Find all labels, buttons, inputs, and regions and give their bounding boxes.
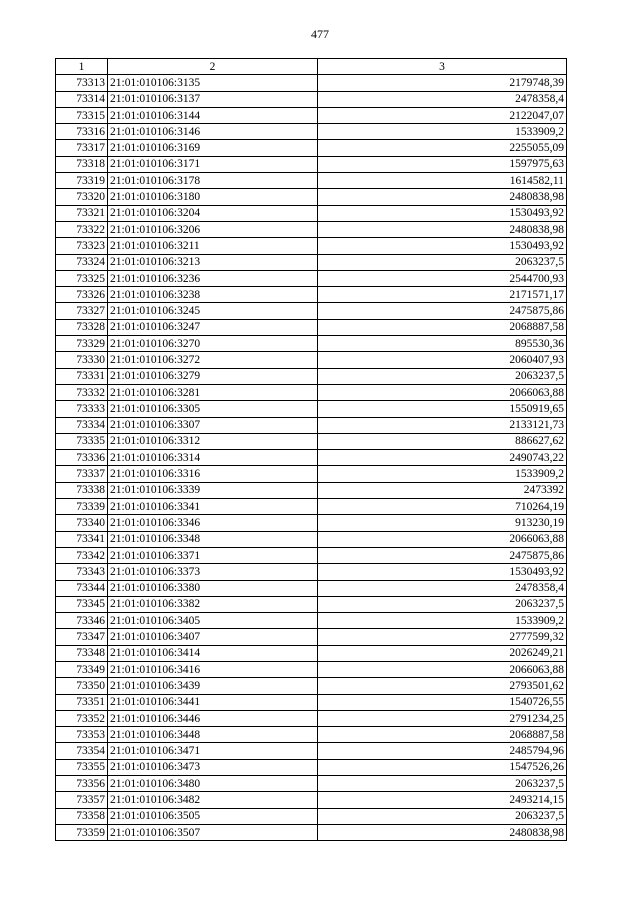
table-row [56,433,567,449]
cadastral-value-cell: 1533909,2 [318,124,567,140]
cadastral-value-cell: 1530493,92 [318,238,567,254]
row-number-cell: 73352 [56,710,108,726]
row-number-cell: 73359 [56,824,108,840]
cadastral-number-cell: 21:01:010106:3144 [108,107,318,123]
table-row [56,140,567,156]
table-row [56,287,567,303]
cadastral-value-cell: 2473392 [318,482,567,498]
table-row [56,75,567,91]
cadastral-number-cell: 21:01:010106:3137 [108,91,318,107]
cadastral-number-cell: 21:01:010106:3416 [108,661,318,677]
cadastral-number-cell: 21:01:010106:3211 [108,238,318,254]
cadastral-value-cell: 2478358,4 [318,91,567,107]
cadastral-number-cell: 21:01:010106:3405 [108,613,318,629]
row-number-cell: 73330 [56,352,108,368]
row-number-cell: 73345 [56,596,108,612]
table-row [56,189,567,205]
row-number-cell: 73337 [56,466,108,482]
cadastral-value-cell: 1533909,2 [318,466,567,482]
table-row [56,678,567,694]
table-row [56,336,567,352]
row-number-cell: 73355 [56,759,108,775]
table-row [56,499,567,515]
row-number-cell: 73325 [56,270,108,286]
table-row [56,173,567,189]
cadastral-number-cell: 21:01:010106:3213 [108,254,318,270]
table-row [56,205,567,221]
row-number-cell: 73358 [56,808,108,824]
table-row [56,743,567,759]
table-row [56,384,567,400]
cadastral-value-cell: 2066063,88 [318,531,567,547]
row-number-cell: 73353 [56,727,108,743]
cadastral-number-cell: 21:01:010106:3341 [108,499,318,515]
cadastral-number-cell: 21:01:010106:3180 [108,189,318,205]
cadastral-number-cell: 21:01:010106:3245 [108,303,318,319]
row-number-cell: 73316 [56,124,108,140]
row-number-cell: 73335 [56,433,108,449]
row-number-cell: 73331 [56,368,108,384]
table-row [56,727,567,743]
row-number-cell: 73342 [56,547,108,563]
row-number-cell: 73321 [56,205,108,221]
cadastral-value-cell: 2485794,96 [318,743,567,759]
cadastral-number-cell: 21:01:010106:3348 [108,531,318,547]
cadastral-value-cell: 2133121,73 [318,417,567,433]
cadastral-number-cell: 21:01:010106:3346 [108,515,318,531]
cadastral-value-cell: 2544700,93 [318,270,567,286]
cadastral-number-cell: 21:01:010106:3272 [108,352,318,368]
cadastral-value-cell: 913230,19 [318,515,567,531]
cadastral-number-cell: 21:01:010106:3380 [108,580,318,596]
cadastral-number-cell: 21:01:010106:3473 [108,759,318,775]
cadastral-number-cell: 21:01:010106:3482 [108,792,318,808]
cadastral-number-cell: 21:01:010106:3204 [108,205,318,221]
table-row [56,124,567,140]
row-number-cell: 73326 [56,287,108,303]
table-row [56,91,567,107]
column-header-2: 2 [108,59,318,75]
row-number-cell: 73344 [56,580,108,596]
cadastral-value-cell: 2475875,86 [318,547,567,563]
row-number-cell: 73322 [56,221,108,237]
row-number-cell: 73340 [56,515,108,531]
table-row [56,238,567,254]
cadastral-number-cell: 21:01:010106:3178 [108,173,318,189]
cadastral-value-cell: 2255055,09 [318,140,567,156]
row-number-cell: 73313 [56,75,108,91]
cadastral-value-cell: 2068887,58 [318,319,567,335]
cadastral-number-cell: 21:01:010106:3171 [108,156,318,172]
cadastral-number-cell: 21:01:010106:3507 [108,824,318,840]
cadastral-value-cell: 2060407,93 [318,352,567,368]
cadastral-number-cell: 21:01:010106:3305 [108,401,318,417]
cadastral-number-cell: 21:01:010106:3373 [108,564,318,580]
row-number-cell: 73327 [56,303,108,319]
table-row [56,808,567,824]
row-number-cell: 73347 [56,629,108,645]
cadastral-value-cell: 1533909,2 [318,613,567,629]
cadastral-value-cell: 2066063,88 [318,661,567,677]
cadastral-number-cell: 21:01:010106:3169 [108,140,318,156]
row-number-cell: 73349 [56,661,108,677]
table-row [56,613,567,629]
table-row [56,547,567,563]
cadastral-value-cell: 2493214,15 [318,792,567,808]
cadastral-value-cell: 2063237,5 [318,254,567,270]
cadastral-value-cell: 895530,36 [318,336,567,352]
table-row [56,776,567,792]
row-number-cell: 73315 [56,107,108,123]
table-row [56,710,567,726]
row-number-cell: 73320 [56,189,108,205]
cadastral-number-cell: 21:01:010106:3441 [108,694,318,710]
cadastral-number-cell: 21:01:010106:3471 [108,743,318,759]
table-row [56,368,567,384]
cadastral-number-cell: 21:01:010106:3307 [108,417,318,433]
row-number-cell: 73350 [56,678,108,694]
table-row [56,107,567,123]
row-number-cell: 73354 [56,743,108,759]
cadastral-value-cell: 2066063,88 [318,384,567,400]
cadastral-number-cell: 21:01:010106:3339 [108,482,318,498]
cadastral-number-cell: 21:01:010106:3236 [108,270,318,286]
cadastral-value-cell: 2480838,98 [318,221,567,237]
table-row [56,824,567,840]
row-number-cell: 73341 [56,531,108,547]
column-header-1: 1 [56,59,108,75]
cadastral-value-cell: 1530493,92 [318,564,567,580]
table-row [56,564,567,580]
row-number-cell: 73336 [56,450,108,466]
row-number-cell: 73334 [56,417,108,433]
table-row [56,450,567,466]
row-number-cell: 73318 [56,156,108,172]
table-body [56,75,567,841]
cadastral-value-cell: 710264,19 [318,499,567,515]
cadastral-number-cell: 21:01:010106:3135 [108,75,318,91]
cadastral-value-cell: 2490743,22 [318,450,567,466]
cadastral-value-table [55,58,567,841]
table-row [56,417,567,433]
row-number-cell: 73314 [56,91,108,107]
table-row [56,156,567,172]
cadastral-number-cell: 21:01:010106:3407 [108,629,318,645]
cadastral-value-cell: 2179748,39 [318,75,567,91]
cadastral-value-cell: 1550919,65 [318,401,567,417]
cadastral-value-cell: 2122047,07 [318,107,567,123]
cadastral-value-cell: 1547526,26 [318,759,567,775]
table-header [56,59,567,75]
row-number-cell: 73324 [56,254,108,270]
table-row [56,515,567,531]
cadastral-value-cell: 1540726,55 [318,694,567,710]
row-number-cell: 73346 [56,613,108,629]
cadastral-value-cell: 2068887,58 [318,727,567,743]
cadastral-value-cell: 2063237,5 [318,808,567,824]
cadastral-value-cell: 2478358,4 [318,580,567,596]
row-number-cell: 73357 [56,792,108,808]
table-row [56,759,567,775]
cadastral-value-cell: 2171571,17 [318,287,567,303]
table-row [56,580,567,596]
row-number-cell: 73339 [56,499,108,515]
cadastral-value-cell: 1614582,11 [318,173,567,189]
cadastral-number-cell: 21:01:010106:3448 [108,727,318,743]
table-row [56,792,567,808]
cadastral-value-cell: 2791234,25 [318,710,567,726]
table-row [56,401,567,417]
table-row [56,352,567,368]
table-row [56,629,567,645]
table-row [56,482,567,498]
cadastral-value-cell: 2480838,98 [318,189,567,205]
table-row [56,319,567,335]
cadastral-number-cell: 21:01:010106:3382 [108,596,318,612]
table-row [56,531,567,547]
cadastral-value-cell: 2777599,32 [318,629,567,645]
cadastral-value-cell: 1530493,92 [318,205,567,221]
row-number-cell: 73343 [56,564,108,580]
cadastral-value-cell: 2026249,21 [318,645,567,661]
table-row [56,661,567,677]
cadastral-number-cell: 21:01:010106:3316 [108,466,318,482]
cadastral-value-cell: 2063237,5 [318,596,567,612]
cadastral-number-cell: 21:01:010106:3146 [108,124,318,140]
row-number-cell: 73356 [56,776,108,792]
cadastral-number-cell: 21:01:010106:3247 [108,319,318,335]
cadastral-number-cell: 21:01:010106:3480 [108,776,318,792]
cadastral-number-cell: 21:01:010106:3312 [108,433,318,449]
cadastral-number-cell: 21:01:010106:3206 [108,221,318,237]
cadastral-value-cell: 2063237,5 [318,776,567,792]
column-header-3: 3 [318,59,567,75]
table-row [56,254,567,270]
row-number-cell: 73333 [56,401,108,417]
table-row [56,303,567,319]
page-number: 477 [311,27,329,41]
row-number-cell: 73332 [56,384,108,400]
cadastral-value-cell: 2480838,98 [318,824,567,840]
cadastral-number-cell: 21:01:010106:3270 [108,336,318,352]
header-row [56,59,567,75]
cadastral-number-cell: 21:01:010106:3238 [108,287,318,303]
cadastral-number-cell: 21:01:010106:3279 [108,368,318,384]
cadastral-value-cell: 1597975,63 [318,156,567,172]
row-number-cell: 73338 [56,482,108,498]
table-row [56,466,567,482]
row-number-cell: 73319 [56,173,108,189]
table-row [56,270,567,286]
cadastral-value-cell: 2475875,86 [318,303,567,319]
row-number-cell: 73317 [56,140,108,156]
table-row [56,645,567,661]
cadastral-number-cell: 21:01:010106:3414 [108,645,318,661]
table-row [56,221,567,237]
cadastral-value-cell: 886627,62 [318,433,567,449]
cadastral-number-cell: 21:01:010106:3371 [108,547,318,563]
cadastral-number-cell: 21:01:010106:3446 [108,710,318,726]
row-number-cell: 73351 [56,694,108,710]
row-number-cell: 73329 [56,336,108,352]
cadastral-number-cell: 21:01:010106:3439 [108,678,318,694]
table-row [56,596,567,612]
cadastral-value-cell: 2793501,62 [318,678,567,694]
table-row [56,694,567,710]
cadastral-number-cell: 21:01:010106:3281 [108,384,318,400]
row-number-cell: 73328 [56,319,108,335]
cadastral-value-cell: 2063237,5 [318,368,567,384]
row-number-cell: 73323 [56,238,108,254]
row-number-cell: 73348 [56,645,108,661]
cadastral-number-cell: 21:01:010106:3505 [108,808,318,824]
cadastral-number-cell: 21:01:010106:3314 [108,450,318,466]
